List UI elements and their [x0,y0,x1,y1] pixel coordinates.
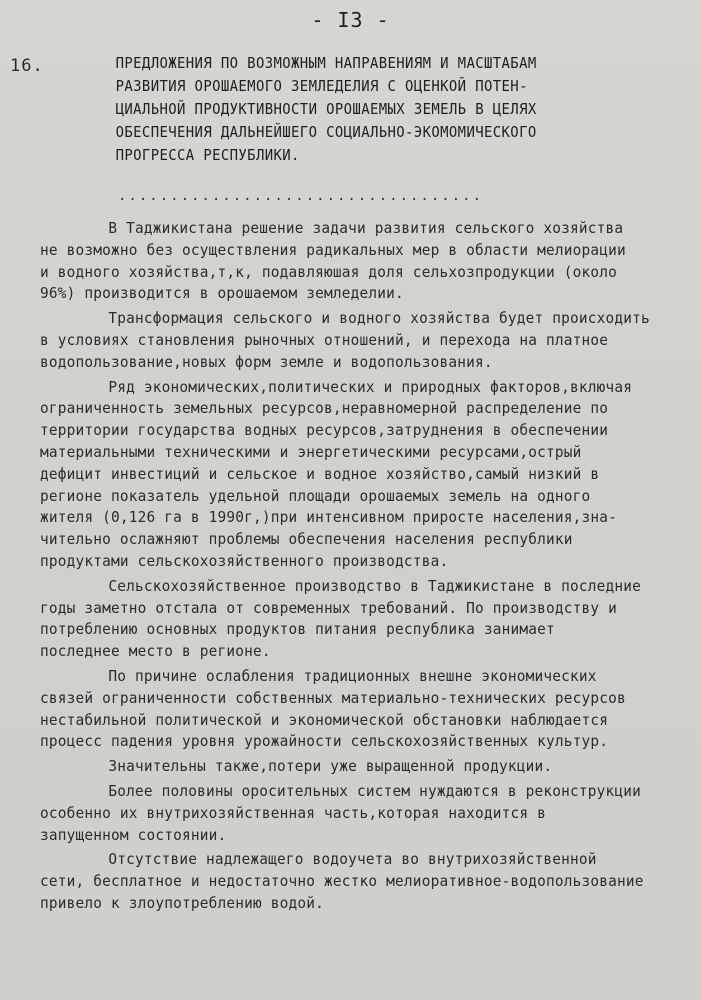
heading-line: ПРЕДЛОЖЕНИЯ ПО ВОЗМОЖНЫМ НАПРАВЕНИЯМ И МАСШТАБАМ [115,54,537,72]
paragraph-line: 96%) производится в орошаемом земледелии. [40,284,404,303]
paragraph-line: Отсутствие надлежащего водоучета во внутрихозяйственной [108,850,597,869]
paragraph-line: водопользование,новых форм земле и водопользования. [40,352,493,371]
paragraph-line: сети, бесплатное и недостаточно жестко мелиоративное-водопользование [40,872,644,891]
paragraph-line: не возможно без осуществления радикальных мер в области мелиорации [40,240,626,259]
heading-line: ЦИАЛЬНОЙ ПРОДУКТИВНОСТИ ОРОШАЕМЫХ ЗЕМЕЛЬ В ЦЕЛЯХ [115,100,537,118]
heading-line: ОБЕСПЕЧЕНИЯ ДАЛЬНЕЙШЕГО СОЦИАЛЬНО-ЭКОМОМИЧЕСКОГО [115,123,537,141]
paragraph-line: дефицит инвестиций и сельское и водное хозяйство,самый низкий в [40,464,600,483]
paragraph-line: чительно ослажняют проблемы обеспечения населения республики [40,530,573,549]
paragraph-line: ограниченность земельных ресурсов,неравномерной распределение по [40,399,609,418]
section-heading [84,52,684,167]
paragraph-line: связей ограниченности собственных материально-технических ресурсов [40,688,626,707]
paragraph-line: последнее место в регионе. [40,642,271,661]
paragraph-line: процесс падения уровня урожайности сельскохозяйственных культур. [40,732,609,751]
paragraph-line: Сельскохозяйственное производство в Таджикистане в последние [108,576,641,595]
paragraph-line: запущенном состоянии. [40,825,227,844]
paragraph-line: Значительны также,потери уже выращенной продукции. [108,757,553,776]
dotted-divider: ................................... [118,188,484,204]
body-text [40,218,690,915]
paragraph-line: регионе показатель удельной площади орошаемых земель на одного [40,486,591,505]
heading-line: РАЗВИТИЯ ОРОШАЕМОГО ЗЕМЛЕДЕЛИЯ С ОЦЕНКОЙ ПОТЕН- [115,77,528,95]
paragraph-line: особенно их внутрихозяйственная часть,которая находится в [40,803,546,822]
paragraph-line: годы заметно отстала от современных требований. По производству и [40,598,617,617]
paragraph-line: привело к злоупотреблению водой. [40,893,325,912]
paragraph-line: нестабильной политической и экономической обстановки наблюдается [40,710,609,729]
paragraph-line: жителя (0,126 га в 1990г,)при интенсивном приросте населения,зна- [40,508,617,527]
paragraph-line: продуктами сельскохозяйственного производства. [40,551,449,570]
page-number: - I3 - [311,8,390,32]
paragraph-line: Трансформация сельского и водного хозяйства будет происходить [108,309,650,328]
paragraph-line: Более половины оросительных систем нуждаются в реконструкции [108,781,641,800]
paragraph-line: По причине ослабления традиционных внешне экономических [108,666,597,685]
paragraph-line: материальными техническими и энергетическими ресурсами,острый [40,442,582,461]
paragraph-line: в условиях становления рыночных отношений, и перехода на платное [40,330,609,349]
section-number: 16. [10,56,44,76]
paragraph-line: Ряд экономических,политических и природных факторов,включая [108,377,633,396]
paragraph-line: потреблению основных продуктов питания республика занимает [40,620,555,639]
paragraph-line: В Таджикистана решение задачи развития сельского хозяйства [108,219,624,237]
paragraph-line: территории государства водных ресурсов,затруднения в обеспечении [40,421,609,440]
heading-line: ПРОГРЕССА РЕСПУБЛИКИ. [115,146,300,164]
paragraph-line: и водного хозяйства,т,к, подавляюшая доля сельхозпродукции (около [40,262,617,281]
